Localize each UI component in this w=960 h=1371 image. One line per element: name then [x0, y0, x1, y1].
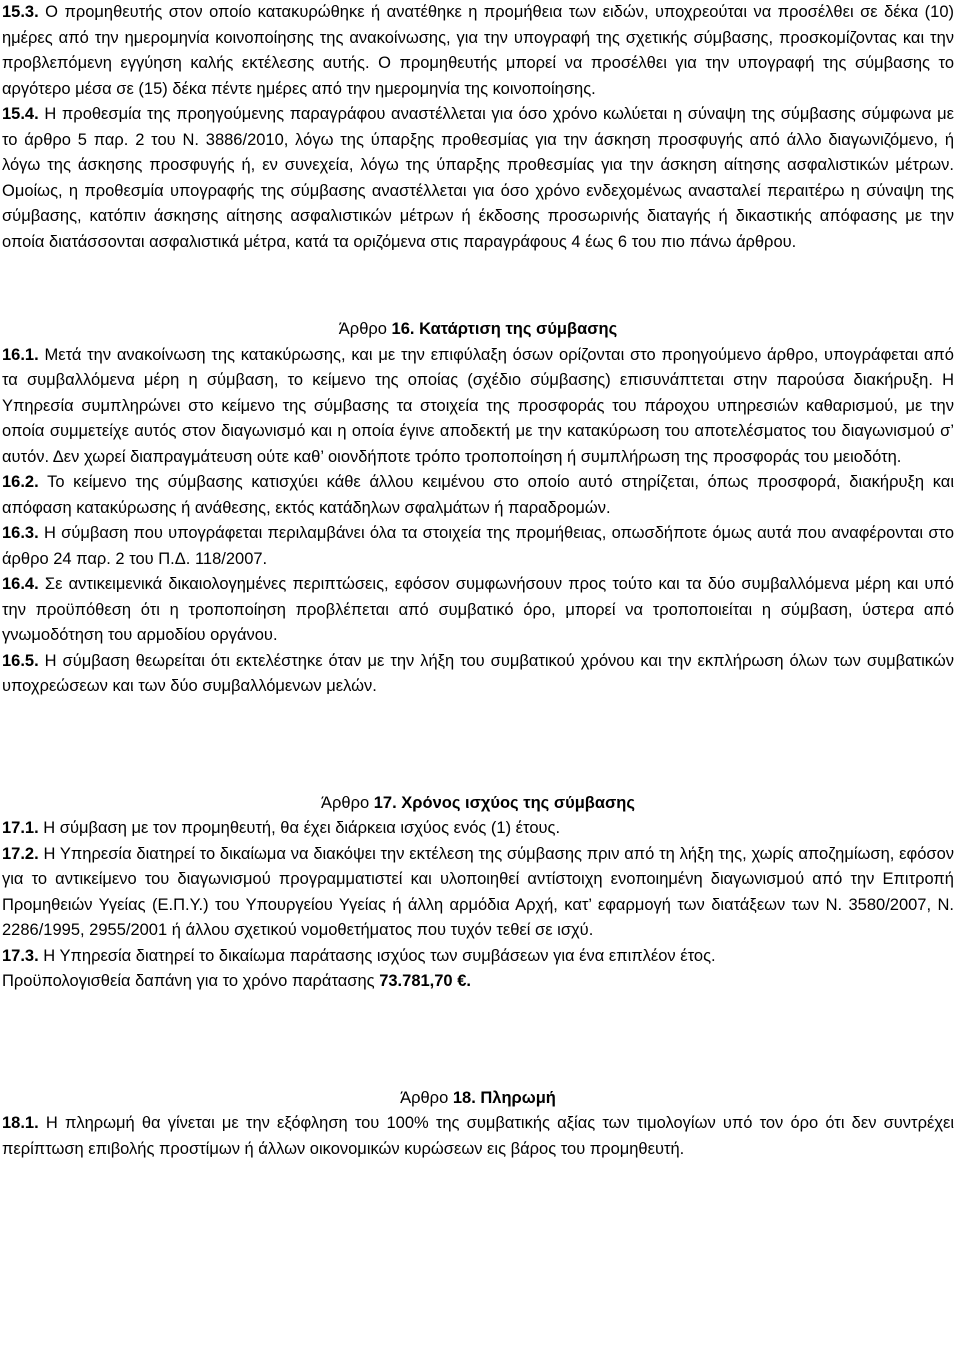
article-title: Χρόνος ισχύος της σύμβασης [401, 793, 635, 812]
paragraph-16-1 [2, 343, 954, 471]
paragraph-16-2 [2, 470, 954, 521]
article-17-heading [2, 791, 954, 817]
budget-text: Προϋπολογισθεία δαπάνη για το χρόνο παράτασης [2, 972, 375, 990]
paragraph-text: Η Υπηρεσία διατηρεί το δικαίωμα να διακόψει την εκτέλεση της σύμβασης πριν από τη λήξη της, χωρίς αποζημίωση, εφόσον για το αντικείμενο του διαγωνισμού προγραμματιστεί και υλοποιηθεί αντίστοιχη ενοποιημένη διαγωνισμού από την Επιτροπή Προμηθειών Υγείας (Ε.Π.Υ.) του Υπουργείου Υγείας ή άλλη αρμόδια Αρχή, κατ’ εφαρμογή των διατάξεων των Ν. 3580/2007, Ν. 2286/1995, 2955/2001 ή άλλου σχετικού νομοθετήματος που τυχόν τεθεί σε ισχύ. [2, 844, 954, 939]
article-number: 16. [391, 320, 415, 338]
article-title: Πληρωμή [480, 1088, 556, 1107]
paragraph-text: Η σύμβαση θεωρείται ότι εκτελέστηκε όταν με την λήξη του συμβατικού χρόνου και την εκπλήρωση όλων των συμβατικών υποχρεώσεων και των δύο συμβαλλόμενων μελών. [2, 651, 954, 695]
article-number: 18. [452, 1088, 476, 1107]
paragraph-number: 16.2. [2, 473, 39, 491]
article-number: 17. [373, 793, 397, 812]
article-18-heading [2, 1086, 954, 1112]
paragraph-17-3 [2, 944, 954, 970]
paragraph-number: 16.1. [2, 345, 39, 364]
paragraph-text: Σε αντικειμενικά δικαιολογημένες περιπτώσεις, εφόσον συμφωνήσουν προς τούτο και τα δύο συμβαλλόμενα μέρη και υπό την προϋπόθεση ότι η τροποποίηση προβλέπεται από συμβατικό όρο, μπορεί να τροποποιείται η σύμβαση, ύστερα από γνωμοδότηση του αρμοδίου οργάνου. [2, 575, 954, 644]
article-16-heading [2, 317, 954, 343]
paragraph-text: Η πληρωμή θα γίνεται με την εξόφληση του 100% της συμβατικής αξίας των τιμολογίων υπό τον όρο ότι δεν συντρέχει περίπτωση επιβολής προστίμων ή άλλων οικονομικών κυρώσεων εις βάρος του προμηθευτή. [2, 1114, 954, 1158]
paragraph-15-3 [2, 0, 954, 102]
article-label: Άρθρο [400, 1088, 449, 1107]
paragraph-text: Η σύμβαση που υπογράφεται περιλαμβάνει όλα τα στοιχεία της προμήθειας, οπωσδήποτε όμως αυτά που αναφέρονται στο άρθρο 24 παρ. 2 του Π.Δ. 118/2007. [2, 524, 954, 568]
article-title: Κατάρτιση της σύμβασης [419, 320, 618, 338]
paragraph-number: 18.1. [2, 1114, 39, 1132]
paragraph-text: Το κείμενο της σύμβασης κατισχύει κάθε άλλου κειμένου στο οποίο αυτό στηρίζεται, όπως προσφορά, διακήρυξη και απόφαση κατακύρωσης ή ανάθεσης, εκτός κατάδηλων σφαλμάτων ή παραδρομών. [2, 473, 954, 517]
paragraph-number: 16.4. [2, 575, 39, 593]
paragraph-17-2 [2, 842, 954, 944]
paragraph-number: 16.3. [2, 524, 39, 542]
article-label: Άρθρο [338, 320, 387, 338]
paragraph-text: Η Υπηρεσία διατηρεί το δικαίωμα παράτασης ισχύος των συμβάσεων για ένα επιπλέον έτος. [43, 946, 716, 965]
budget-amount: 73.781,70 €. [379, 972, 471, 990]
paragraph-16-4 [2, 572, 954, 649]
paragraph-number: 16.5. [2, 651, 39, 670]
paragraph-17-1 [2, 816, 954, 842]
paragraph-text-cont: Δεν χωρεί διαπραγμάτευση ούτε καθ’ οιονδήποτε τρόπο τροποποίηση ή συμπλήρωση της προσφοράς του μειοδότη. [52, 447, 902, 466]
article-label: Άρθρο [321, 793, 370, 812]
paragraph-15-4 [2, 102, 954, 255]
paragraph-16-5 [2, 649, 954, 700]
paragraph-text: Ο προμηθευτής στον οποίο κατακυρώθηκε ή ανατέθηκε η προμήθεια των ειδών, υποχρεούται να προσέλθει σε δέκα (10) ημέρες από την ημερομηνία κοινοποίησης της ανακοίνωσης, για την υπογραφή της σχετικής σύμβασης, προσκομίζοντας και την προβλεπόμενη εγγύηση καλής εκτέλεσης αυτής. Ο προμηθευτής μπορεί να προσέλθει για την υπογραφή της σύμβασης το αργότερο μέσα σε (15) δέκα πέντε ημέρες από την ημερομηνία της κοινοποίησης. [2, 3, 954, 98]
paragraph-text: Μετά την ανακοίνωση της κατακύρωσης, και με την επιφύλαξη όσων ορίζονται στο προηγούμενο άρθρο, υπογράφεται από τα συμβαλλόμενα μέρη η σύμβαση, το κείμενο της οποίας (σχέδιο σύμβασης) επισυνάπτεται στην παρούσα διακήρυξη. Η Υπηρεσία συμπληρώνει στο κείμενο της σύμβασης τα στοιχεία της προσφοράς του πάροχου υπηρεσιών καθαρισμού, με την οποία συμμετείχε αυτός στον διαγωνισμό και η οποία έγινε αποδεκτή με την κατακύρωση του αποτελέσματος του διαγωνισμού σ’ αυτόν. [2, 345, 954, 466]
paragraph-18-1 [2, 1111, 954, 1162]
paragraph-text: Η προθεσμία της προηγούμενης παραγράφου αναστέλλεται για όσο χρόνο κωλύεται η σύναψη της σύμβασης σύμφωνα με το άρθρο 5 παρ. 2 του Ν. 3886/2010, λόγω της ύπαρξης προθεσμίας για την άσκηση προσφυγής από άλλο διαγωνιζόμενο, ή λόγω της άσκησης προσφυγής ή, εν συνεχεία, λόγω της ύπαρξης προθεσμίας για την άσκηση αίτησης ασφαλιστικών μέτρων. Ομοίως, η προθεσμία υπογραφής της σύμβασης αναστέλλεται για όσο χρόνο ενδεχομένως ανασταλεί περαιτέρω η σύναψη της σύμβασης, κατόπιν άσκησης αίτησης ασφαλιστικών μέτρων ή έκδοσης προσωρινής διαταγής ή δικαστικής απόφασης με την οποία διατάσσονται ασφαλιστικά μέτρα, κατά τα οριζόμενα στις παραγράφους 4 έως 6 του πιο πάνω άρθρου. [2, 105, 954, 251]
paragraph-number: 15.3. [2, 3, 39, 21]
budget-line [2, 969, 954, 995]
paragraph-number: 17.1. [2, 819, 39, 837]
paragraph-text: Η σύμβαση με τον προμηθευτή, θα έχει διάρκεια ισχύος ενός (1) έτους. [43, 819, 561, 837]
paragraph-16-3 [2, 521, 954, 572]
paragraph-number: 17.2. [2, 844, 39, 863]
paragraph-number: 17.3. [2, 946, 39, 965]
paragraph-number: 15.4. [2, 105, 39, 123]
